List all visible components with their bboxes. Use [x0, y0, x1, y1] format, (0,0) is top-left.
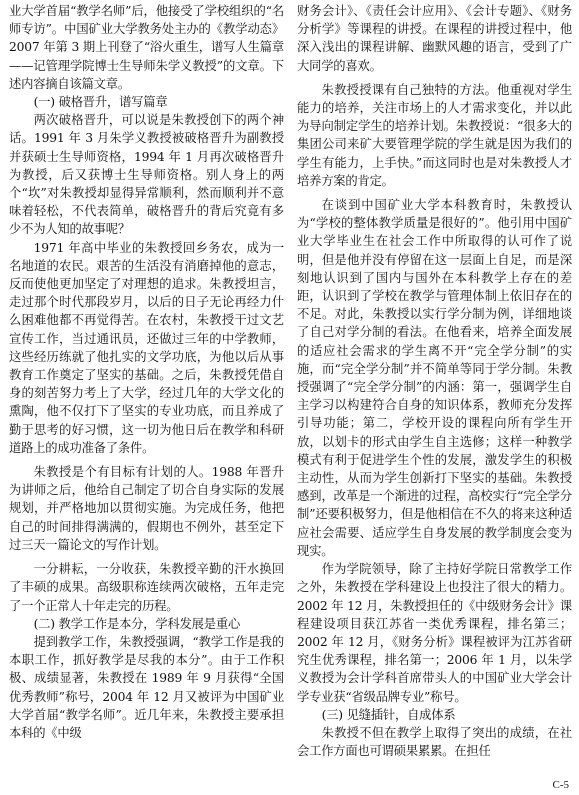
paragraph: 提到教学工作，朱教授强调，“教学工作是我的本职工作，抓好教学是尽我的本分”。由于工作积极、成绩显著，朱教授在 1989 年 9 月获得“全国优秀教师”称号，2004 年 12 月又被评为中国矿业大学首届“教学名师”。近几年来，朱教授主要承担本科的《中级	[9, 634, 284, 740]
paragraph: (三) 见缝插针，自成体系	[321, 707, 456, 722]
paragraph: (二) 教学工作是本分，学科发展是重心	[33, 616, 241, 631]
paragraph: 财务会计》、《责任会计应用》、《会计专题》、《财务分析学》等课程的讲授。在课程的讲授过程中，他深入浅出的课程讲解、幽默风趣的语言，受到了广大同学的喜欢。	[297, 4, 572, 73]
paragraph: 在谈到中国矿业大学本科教育时，朱教授认为“学校的整体教学质量是很好的”。他引用中国矿业大学毕业生在社会工作中所取得的认可作了说明，但是他并没有停留在这一层面上自足，而是深刻地认识到了国内与国外在本科教学上存在的差距，认识到了学校在教学与管理体制上依旧存在的不足。对此，朱教授以实行学分制为例，详细地谈了自己对学分制的看法。在他看来，培养全面发展的适应社会需求的学生离不开“完全学分制”的实施，而“完全学分制”并不简单等同于学分制。朱教授强调了“完全学分制”的内涵：第一，强调学生自主学习以构建符合自身的知识体系，教师充分发挥引导功能；第二，学校开设的课程向所有学生开放，以划卡的形式由学生自主选修；这样一种教学模式有利于促进学生个性的发展，激发学生的积极主动性，从而为学生创新打下坚实的基础。朱教授感到，改革是一个渐进的过程，高校实行“完全学分制”还要积极努力，但是他相信在不久的将来这种适应社会需要、适应学生自身发展的教学制度会变为现实。	[297, 198, 572, 558]
page-number: C-5	[552, 779, 569, 791]
paragraph: 1971 年高中毕业的朱教授回乡务农，成为一名地道的农民。艰苦的生活没有消磨掉他的意志，反而使他更加坚定了对理想的追求。朱教授坦言，走过那个时代那段岁月，以后的日子无论再经力什么困难他都不再觉得苦。在农村，朱教授干过文艺宣传工作，当过通讯员，还做过三年的中学教师，这些经历练就了他扎实的文学功底，为他以后从事教育工作奠定了坚实的基础。之后，朱教授凭借自身的刻苦努力考上了大学，经过几年的大学文化的熏陶，他不仅打下了坚实的专业功底，而且养成了勤于思考的好习惯，这一切为他日后在教学和科研道路上的成功准备了条件。	[9, 240, 284, 455]
paragraph: (一) 破格晋升，谱写篇章	[33, 95, 168, 110]
paragraph: 两次破格晋升，可以说是朱教授创下的两个神话。1991 年 3 月朱学义教授被破格晋升为副教授并获硕士生导师资格，1994 年 1 月再次破格晋升为教授，后又获博士生导师资格。别人身上的两个“坎”对朱教授却显得异常顺利，然而顺利并不意味着轻松，不代表简单，破格晋升的背后究竟有多少不为人知的故事呢？	[9, 113, 284, 237]
two-column-body	[9, 2, 572, 760]
paragraph: 一分耕耘，一分收获，朱教授辛勤的汗水换回了丰硕的成果。高级职称连续两次破格，五年走完了一个正常人十年走完的历程。	[9, 562, 284, 613]
right-column	[297, 2, 572, 760]
paragraph: 业大学首届“教学名师”后，他接受了学校组织的“名师专访”。中国矿业大学教务处主办的《教学动态》2007 年第 3 期上刊登了“浴火重生，谱写人生篇章——记管理学院博士生导师朱学义教授”的文章。下述内容摘自该篇文章。	[9, 4, 284, 91]
paragraph: 朱教授授课有自己独特的方法。他重视对学生能力的培养，关注市场上的人才需求变化，并以此为导向制定学生的培养计划。朱教授说：“很多大的集团公司来矿大要管理学院的学生就是因为我们的学生有能力，上手快。”而这同时也是对朱教授人才培养方案的肯定。	[297, 82, 572, 188]
paragraph: 朱教授不但在教学上取得了突出的成绩，在社会工作方面也可谓硕果累累。在担任	[297, 725, 572, 759]
paragraph: 作为学院领导，除了主持好学院日常教学工作之外，朱教授在学科建设上也投注了很大的精力。2002 年 12 月，朱教授担任的《中级财务会计》课程建设项目获江苏省一类优秀课程，排名第三；2002 年 12 月，《财务分析》课程被评为江苏省研究生优秀课程，排名第一；2006 年 1 月，以朱学义教授为会计学科首席带头人的中国矿业大学会计学专业获“省级品牌专业”称号。	[297, 562, 572, 704]
paragraph: 朱教授是个有目标有计划的人。1988 年晋升为讲师之后，他给自己制定了切合自身实际的发展规划，并严格地加以贯彻实施。为完成任务，他把自己的时间排得满满的，假期也不例外，甚至定下过三天一篇论文的写作计划。	[9, 465, 284, 552]
left-column	[9, 2, 284, 760]
